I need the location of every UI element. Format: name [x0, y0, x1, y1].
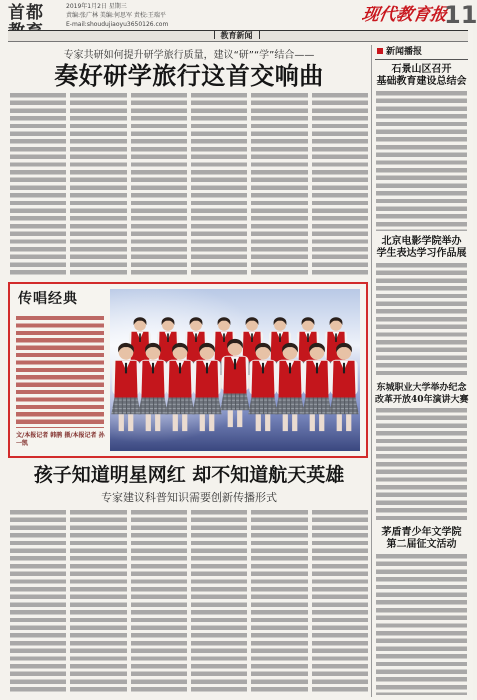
body-text-column: [191, 93, 247, 278]
column-divider: [371, 45, 372, 697]
banner-rule: [8, 41, 468, 42]
second-article-body: [10, 510, 368, 695]
body-text-column: [251, 510, 307, 695]
square-bullet-icon: [377, 48, 383, 54]
body-text-column: [312, 510, 368, 695]
brief-title-line: 东城职业大学举办纪念: [376, 383, 467, 393]
lead-kicker: 专家共研如何提升研学旅行质量，建议“研”“学”结合——: [63, 50, 315, 61]
banner-divider: [214, 31, 215, 39]
body-text-column: [131, 93, 187, 278]
brief-title-line: 学生表达学习作品展: [376, 248, 467, 259]
brief-title-line: 茅盾青少年文学院: [381, 527, 462, 538]
editor-credits: 责编:张广林 美编:何思军 责校:王瑞平: [66, 12, 166, 19]
body-text-column: [191, 510, 247, 695]
brief-title: [375, 64, 468, 88]
feature-credit: 文/本报记者 韩鹃 摄/本报记者 孙一凯: [16, 432, 105, 447]
brief-body-text: [376, 408, 467, 522]
issue-date: 2019年1月2日 星期三: [66, 3, 127, 10]
section-banner: [0, 31, 473, 41]
brief-title: [375, 236, 468, 260]
choir-photo: [110, 289, 360, 451]
body-text-column: [10, 510, 66, 695]
second-headline: 孩子知道明星网红 却不知道航天英雄: [33, 464, 345, 486]
brief-title-line: 基础教育建设总结会: [376, 76, 467, 87]
section-title-line: 首都: [8, 3, 44, 23]
news-brief-heading: [377, 47, 422, 58]
body-text-column: [70, 510, 126, 695]
feature-box: [8, 282, 368, 458]
brief-title-line: 第二届征文活动: [386, 539, 457, 550]
sidebar-rule: [375, 59, 468, 60]
body-text-column: [131, 510, 187, 695]
banner-divider: [259, 31, 260, 39]
lead-headline: 奏好研学旅行这首交响曲: [54, 61, 324, 90]
lead-article-body: [10, 93, 368, 278]
feature-caption-text: [16, 316, 104, 428]
brief-title: [375, 527, 468, 551]
brief-title-line: 改革开放40年演讲大赛: [375, 395, 469, 405]
feature-title: 传唱经典: [18, 291, 78, 307]
news-brief-label: 新闻播报: [386, 47, 423, 57]
banner-label: 教育新闻: [220, 31, 253, 40]
brief-title-line: 石景山区召开: [391, 64, 452, 75]
brief-title-line: 北京电影学院举办: [381, 236, 462, 247]
body-text-column: [70, 93, 126, 278]
page-number: 11: [444, 1, 477, 29]
second-subhead: 专家建议科普知识需要创新传播形式: [101, 491, 277, 504]
paper-logo: 现代教育报: [360, 5, 449, 25]
body-text-column: [251, 93, 307, 278]
body-text-column: [10, 93, 66, 278]
brief-body-text: [376, 263, 467, 377]
brief-body-text: [376, 91, 467, 231]
body-text-column: [312, 93, 368, 278]
brief-title: [375, 382, 468, 406]
contact-email: E-mail:shoudujiaoyu3650126.com: [66, 21, 169, 28]
brief-body-text: [376, 554, 467, 695]
